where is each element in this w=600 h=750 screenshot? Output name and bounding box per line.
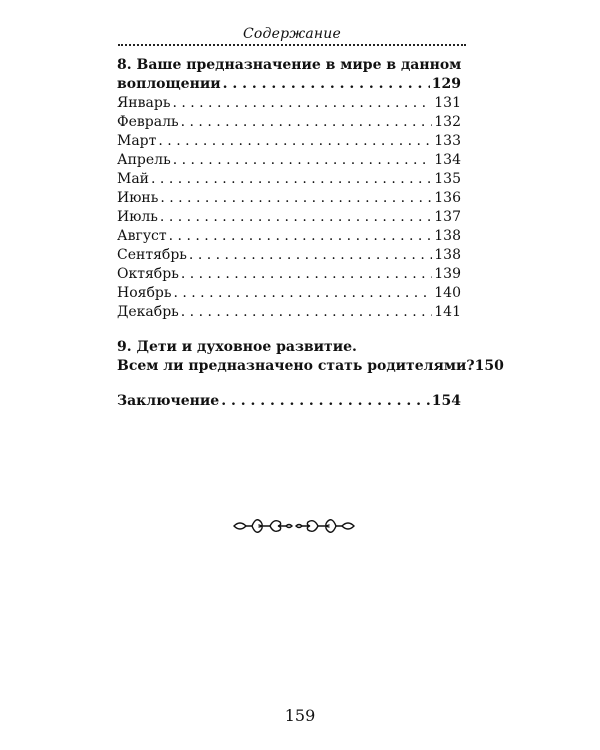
toc-entry-title: Январь [117, 95, 171, 111]
toc-entry-title: Октябрь [117, 266, 179, 282]
page-number: 159 [284, 706, 316, 725]
toc-entry-title: Март [117, 133, 157, 149]
toc-entry-title: воплощении [117, 76, 221, 92]
dot-leader [189, 246, 432, 265]
toc-entry-june [117, 189, 461, 208]
toc-entry-january [117, 94, 461, 113]
dot-leader [173, 284, 432, 303]
toc-entry-title: Август [117, 228, 167, 244]
toc-entry-august [117, 227, 461, 246]
header-dotted-rule [118, 44, 466, 46]
toc-entry-page: 140 [434, 285, 461, 301]
dot-leader [169, 227, 433, 246]
toc-entry-title: 8. Ваше предназначение в мире в данном [117, 57, 462, 73]
running-header: Содержание [242, 26, 342, 42]
toc-entry-title: Всем ли предназначено стать родителями? [117, 358, 475, 374]
toc-entry-page: 135 [434, 171, 461, 187]
toc-entry-page: 141 [434, 304, 461, 320]
dot-leader [181, 265, 432, 284]
dot-leader [158, 132, 432, 151]
toc-entry-conclusion [117, 392, 461, 411]
toc-entry-title: Июнь [117, 190, 159, 206]
dot-leader [181, 303, 432, 322]
toc-entry-title: Июль [117, 209, 158, 225]
dot-leader [223, 75, 430, 94]
dot-leader [221, 392, 430, 411]
toc-entry-november [117, 284, 461, 303]
toc-entry-page: 136 [434, 190, 461, 206]
dot-leader [151, 170, 432, 189]
toc-entry-february [117, 113, 461, 132]
dot-leader [172, 94, 432, 113]
toc-entry-page: 138 [434, 247, 461, 263]
toc-entry-section-8 [117, 75, 461, 94]
dot-leader [181, 113, 433, 132]
toc-entry-page: 137 [434, 209, 461, 225]
spacer [117, 322, 461, 338]
toc-entry-section-9 [117, 357, 504, 376]
toc-entry-april [117, 151, 461, 170]
toc-entry-may [117, 170, 461, 189]
toc-entry-title: Май [117, 171, 150, 187]
toc-entry-title: Апрель [117, 152, 171, 168]
spacer [117, 376, 461, 392]
dot-leader [160, 189, 432, 208]
toc-entry-title: Сентябрь [117, 247, 187, 263]
toc-entry-page: 131 [434, 95, 461, 111]
dot-leader [160, 208, 432, 227]
toc-entry-title: Февраль [117, 114, 179, 130]
toc-entry-page: 133 [434, 133, 461, 149]
toc-entry-page: 154 [431, 393, 461, 409]
toc-entry-title: Ноябрь [117, 285, 172, 301]
dot-leader [173, 151, 433, 170]
toc-entry-page: 139 [434, 266, 461, 282]
toc-entry-title: Заключение [117, 393, 220, 409]
toc-entry-september [117, 246, 461, 265]
toc-entry-title: Декабрь [117, 304, 179, 320]
toc-entry-july [117, 208, 461, 227]
toc-entry-october [117, 265, 461, 284]
table-of-contents [117, 56, 504, 411]
toc-entry-december [117, 303, 461, 322]
toc-entry-page: 138 [434, 228, 461, 244]
decorative-ornament [230, 512, 358, 540]
toc-entry-page: 134 [434, 152, 461, 168]
toc-entry-section-8-line1 [117, 56, 461, 75]
toc-entry-march [117, 132, 461, 151]
toc-entry-page: 129 [431, 76, 461, 92]
toc-entry-title: 9. Дети и духовное развитие. [117, 339, 357, 355]
toc-entry-section-9-line1 [117, 338, 461, 357]
toc-entry-page: 150 [474, 358, 504, 374]
toc-entry-page: 132 [434, 114, 461, 130]
